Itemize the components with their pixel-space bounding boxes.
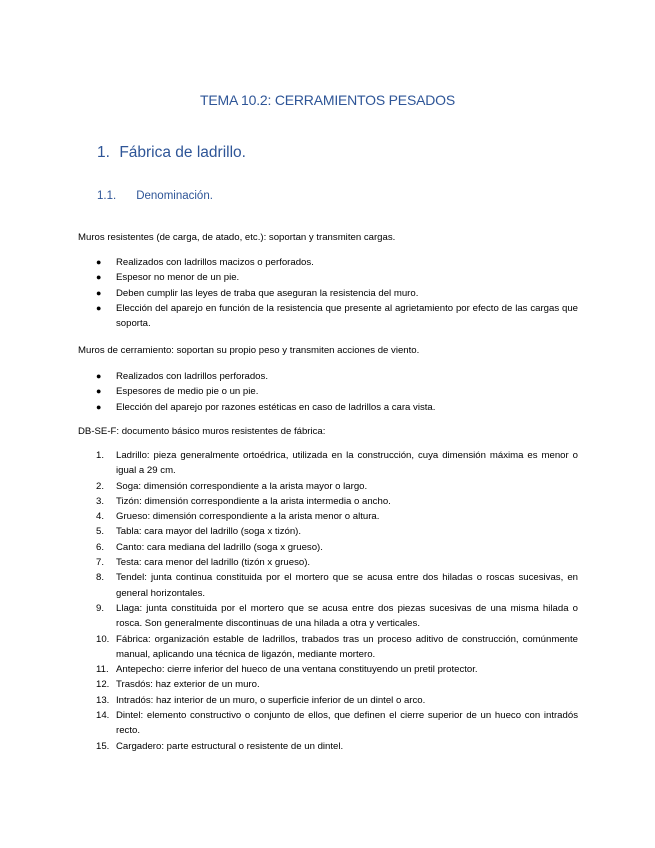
bullet-icon: ● [96, 302, 102, 313]
list-item [78, 494, 578, 509]
list-item [78, 693, 578, 708]
list-item [78, 632, 578, 663]
bullet-icon: ● [96, 257, 102, 267]
list-item [78, 479, 578, 494]
bullet-list-cerramiento [78, 369, 578, 415]
list-item-text: Ladrillo: pieza generalmente ortoédrica, utilizada en la construcción, cuya dimensión máxima es menor o igual a 29 cm. [116, 450, 578, 477]
list-item-text: Dintel: elemento constructivo o conjunto de ellos, que definen el cierre superior de un hueco con intradós recto. [116, 710, 578, 737]
document-title: TEMA 10.2: CERRAMIENTOS PESADOS [200, 92, 455, 108]
list-item-text: Elección del aparejo por razones estéticas en caso de ladrillos a cara vista. [116, 401, 436, 413]
list-number: 12. [96, 679, 110, 691]
numbered-definitions-list [78, 448, 578, 754]
bullet-icon: ● [96, 401, 102, 412]
list-item-text: Canto: cara mediana del ladrillo (soga x grueso). [116, 541, 323, 553]
list-item-text: Tendel: junta continua constituida por el mortero que se acusa entre dos hiladas o roscas sucesivas, en general horizontales. [116, 572, 578, 599]
list-item [78, 270, 578, 285]
list-item [78, 677, 578, 692]
list-item-text: Tabla: cara mayor del ladrillo (soga x tizón). [116, 526, 302, 538]
subheading-label: Denominación. [136, 190, 213, 202]
bullet-icon: ● [96, 386, 102, 397]
list-item-text: Espesores de medio pie o un pie. [116, 386, 259, 398]
list-item-text: Trasdós: haz exterior de un muro. [116, 679, 260, 691]
list-number: 9. [96, 602, 105, 614]
heading-number: 1. [97, 144, 110, 161]
list-item [78, 662, 578, 677]
list-item-text: Espesor no menor de un pie. [116, 272, 240, 284]
list-number: 4. [96, 511, 105, 523]
bullet-list-resistentes [78, 255, 578, 331]
bullet-icon: ● [96, 287, 102, 298]
list-item [78, 301, 578, 332]
list-item [78, 570, 578, 601]
list-item [78, 601, 578, 632]
paragraph-muros-cerramiento: Muros de cerramiento: soportan su propio peso y transmiten acciones de viento. [78, 345, 420, 356]
heading-section-1 [97, 144, 246, 162]
list-number: 1. [96, 450, 105, 461]
list-item-text: Tizón: dimensión correspondiente a la arista intermedia o ancho. [116, 495, 391, 507]
list-number: 10. [96, 633, 110, 645]
list-item [78, 524, 578, 539]
list-number: 13. [96, 694, 110, 706]
heading-label: Fábrica de ladrillo. [119, 144, 246, 161]
list-item-text: Deben cumplir las leyes de traba que aseguran la resistencia del muro. [116, 287, 419, 299]
list-item [78, 255, 578, 270]
list-item [78, 509, 578, 524]
list-item-text: Cargadero: parte estructural o resistente de un dintel. [116, 740, 344, 752]
list-number: 15. [96, 740, 110, 752]
bullet-icon: ● [96, 272, 102, 283]
list-item [78, 286, 578, 301]
list-item-text: Soga: dimensión correspondiente a la arista mayor o largo. [116, 480, 368, 492]
list-number: 11. [96, 664, 109, 676]
bullet-icon: ● [96, 371, 102, 381]
list-item [78, 739, 578, 754]
list-number: 5. [96, 526, 105, 538]
list-number: 14. [96, 710, 110, 722]
list-item-text: Llaga: junta constituida por el mortero que se acusa entre dos piezas sucesivas de una misma hilada o rosca. Son generalmente discontinuas de una hilada a otra y verticales. [116, 602, 578, 630]
subheading-number: 1.1. [97, 190, 117, 202]
list-item [78, 448, 578, 479]
list-item-text: Grueso: dimensión correspondiente a la arista menor o altura. [116, 511, 380, 523]
list-item [78, 369, 578, 384]
list-item-text: Antepecho: cierre inferior del hueco de una ventana constituyendo un pretil protector. [116, 664, 478, 676]
list-item [78, 540, 578, 555]
paragraph-db-se-f: DB-SE-F: documento básico muros resistentes de fábrica: [78, 426, 326, 437]
list-item [78, 384, 578, 399]
list-number: 7. [96, 557, 105, 569]
list-item-text: Testa: cara menor del ladrillo (tizón x grueso). [116, 557, 311, 569]
list-number: 6. [96, 541, 105, 553]
list-item-text: Realizados con ladrillos perforados. [116, 371, 268, 382]
list-number: 3. [96, 495, 105, 507]
list-number: 8. [96, 572, 105, 584]
list-item-text: Intradós: haz interior de un muro, o superficie inferior de un dintel o arco. [116, 694, 426, 706]
list-item [78, 400, 578, 415]
list-item-text: Realizados con ladrillos macizos o perforados. [116, 257, 314, 268]
list-item-text: Fábrica: organización estable de ladrillos, trabados tras un proceso aditivo de construcción, comúnmente manual, aplicando una técnica de ligazón, mediante mortero. [116, 633, 578, 660]
list-item-text: Elección del aparejo en función de la resistencia que presente al agrietamiento por efecto de las cargas que soporta. [116, 302, 578, 330]
paragraph-muros-resistentes: Muros resistentes (de carga, de atado, etc.): soportan y transmiten cargas. [78, 232, 396, 243]
list-item [78, 708, 578, 739]
list-number: 2. [96, 480, 105, 492]
heading-section-1-1 [97, 190, 213, 202]
list-item [78, 555, 578, 570]
